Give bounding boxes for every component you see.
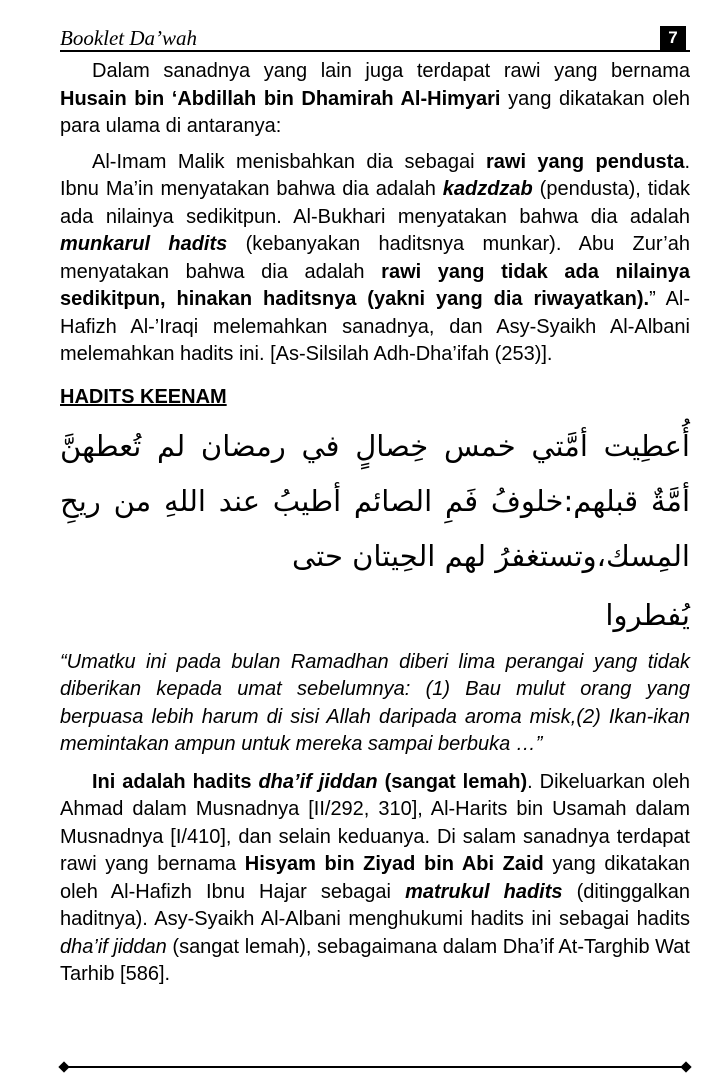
text: (sangat lemah), sebagaimana dalam Dha’if At-Targhib Wat Tarhib [586]. <box>60 935 690 985</box>
text: yang dikatakan oleh para ulama di antaranya: <box>60 87 691 137</box>
emphasis: rawi yang tidak ada nilainya sedikitpun, hinakan haditsnya (yakni yang dia riwayatkan). <box>60 260 690 310</box>
narrator-name: Hisyam bin Ziyad bin Abi Zaid <box>244 853 544 875</box>
emphasis: dha’if jiddan <box>60 935 167 958</box>
text: (pendusta), tidak ada nilainya sedikitpun. Al-Bukhari menyatakan bahwa dia adalah <box>60 178 690 228</box>
arabic-hadith-ending: يُفطروا <box>605 597 690 632</box>
text: . Ibnu Ma’in menyatakan bahwa dia adalah <box>60 150 691 200</box>
section-heading: HADITS KEENAM <box>60 385 227 408</box>
emphasis: Ini adalah hadits <box>92 770 259 793</box>
text: . Dikeluarkan oleh Ahmad dalam Musnadnya [II/292, 310], Al-Harits bin Usamah dalam Musnadnya [I/410], dan selain keduanya. Di salam sanadnya terdapat rawi yang bernama <box>60 770 691 875</box>
paragraph-ulama-opinions <box>60 149 690 369</box>
emphasis: munkarul hadits <box>60 233 228 255</box>
emphasis: matrukul hadits <box>405 880 563 903</box>
paragraph-hadith-grading <box>60 769 690 989</box>
text: Al-Imam Malik menisbahkan dia sebagai <box>92 150 486 173</box>
emphasis: (sangat lemah) <box>377 770 528 793</box>
narrator-name: Husain bin ‘Abdillah bin Dhamirah Al-Himyari <box>60 87 501 110</box>
text: (ditinggalkan haditnya). Asy-Syaikh Al-Albani menghukumi hadits ini sebagai hadits <box>60 880 691 930</box>
page-footer-rule <box>60 1062 690 1072</box>
hadith-translation: “Umatku ini pada bulan Ramadhan diberi lima perangai yang tidak diberikan kepada umat sebelumnya: (1) Bau mulut orang yang berpuasa lebih harum di sisi Allah daripada aroma misk,(2) Ikan-ikan memintakan ampun untuk mereka sampai berbuka …” <box>60 650 690 755</box>
arabic-hadith-text: أُعطِيت أمَّتي خمس خِصالٍ في رمضان لم تُعطهنَّ أمَّةٌ قبلهم:خلوفُ فَمِ الصائم أطيبُ عند اللهِ من ريحِ المِسك،وتستغفرُ لهم الحِيتان حتى <box>60 428 690 573</box>
diamond-ornament <box>680 1061 691 1072</box>
header-divider <box>60 50 690 52</box>
page-body <box>60 58 690 989</box>
booklet-title: Booklet Da’wah <box>60 26 198 50</box>
text: yang dikatakan oleh Al-Hafizh Ibnu Hajar sebagai <box>60 853 690 903</box>
text: ” Al-Hafizh Al-’Iraqi melemahkan sanadnya, dan Asy-Syaikh Al-Albani melemahkan hadits ini. [As-Silsilah Adh-Dha’ifah (253)]. <box>60 288 691 365</box>
emphasis: kadzdzab <box>442 178 533 200</box>
paragraph-sanad-husain <box>60 58 690 141</box>
text: Dalam sanadnya yang lain juga terdapat rawi yang bernama <box>92 60 690 82</box>
page-number-badge: 7 <box>660 26 686 50</box>
emphasis: dha’if jiddan <box>258 770 378 793</box>
emphasis: rawi yang pendusta <box>485 150 685 173</box>
page-header <box>60 24 690 52</box>
footer-divider <box>66 1066 684 1068</box>
text: (kebanyakan haditsnya munkar). Abu Zur’ah menyatakan bahwa dia adalah <box>60 233 690 283</box>
